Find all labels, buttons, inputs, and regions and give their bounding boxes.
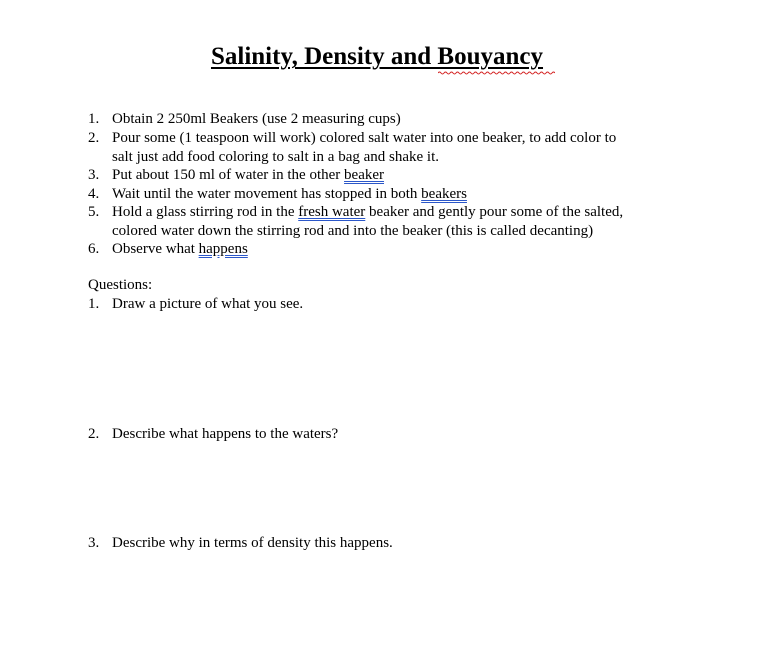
- step-text: Wait until the water movement has stopped in both beakers: [112, 186, 467, 202]
- step-text: Hold a glass stirring rod in the fresh water beaker and gently pour some of the salted,: [112, 204, 624, 220]
- question-text: Describe why in terms of density this happens.: [112, 535, 393, 551]
- grammar-mark: happens: [198, 241, 248, 257]
- grammar-mark: beakers: [421, 186, 467, 202]
- step-number: 1.: [88, 111, 100, 127]
- step-number: 3.: [88, 167, 100, 183]
- step-text: Put about 150 ml of water in the other beaker: [112, 167, 385, 183]
- step-text: Pour some (1 teaspoon will work) colored salt water into one beaker, to add color to: [112, 130, 617, 146]
- step-number: 4.: [88, 186, 100, 202]
- step-text: colored water down the stirring rod and into the beaker (this is called decanting): [112, 223, 594, 239]
- step-number: 6.: [88, 241, 100, 257]
- questions-heading: Questions:: [88, 277, 153, 293]
- step-number: 5.: [88, 204, 100, 220]
- question-number: 2.: [88, 426, 100, 442]
- question-text: Describe what happens to the waters?: [112, 426, 339, 442]
- question-number: 1.: [88, 296, 100, 312]
- step-text: Observe what happens: [112, 241, 248, 257]
- spellcheck-squiggle: [438, 71, 555, 75]
- question-text: Draw a picture of what you see.: [112, 296, 304, 312]
- grammar-mark: fresh water: [298, 204, 366, 220]
- step-text: salt just add food coloring to salt in a bag and shake it.: [112, 149, 440, 165]
- grammar-mark: beaker: [344, 167, 385, 183]
- step-number: 2.: [88, 130, 100, 146]
- page-title: Salinity, Density and Bouyancy: [210, 43, 544, 70]
- question-number: 3.: [88, 535, 100, 551]
- step-text: Obtain 2 250ml Beakers (use 2 measuring cups): [112, 111, 401, 127]
